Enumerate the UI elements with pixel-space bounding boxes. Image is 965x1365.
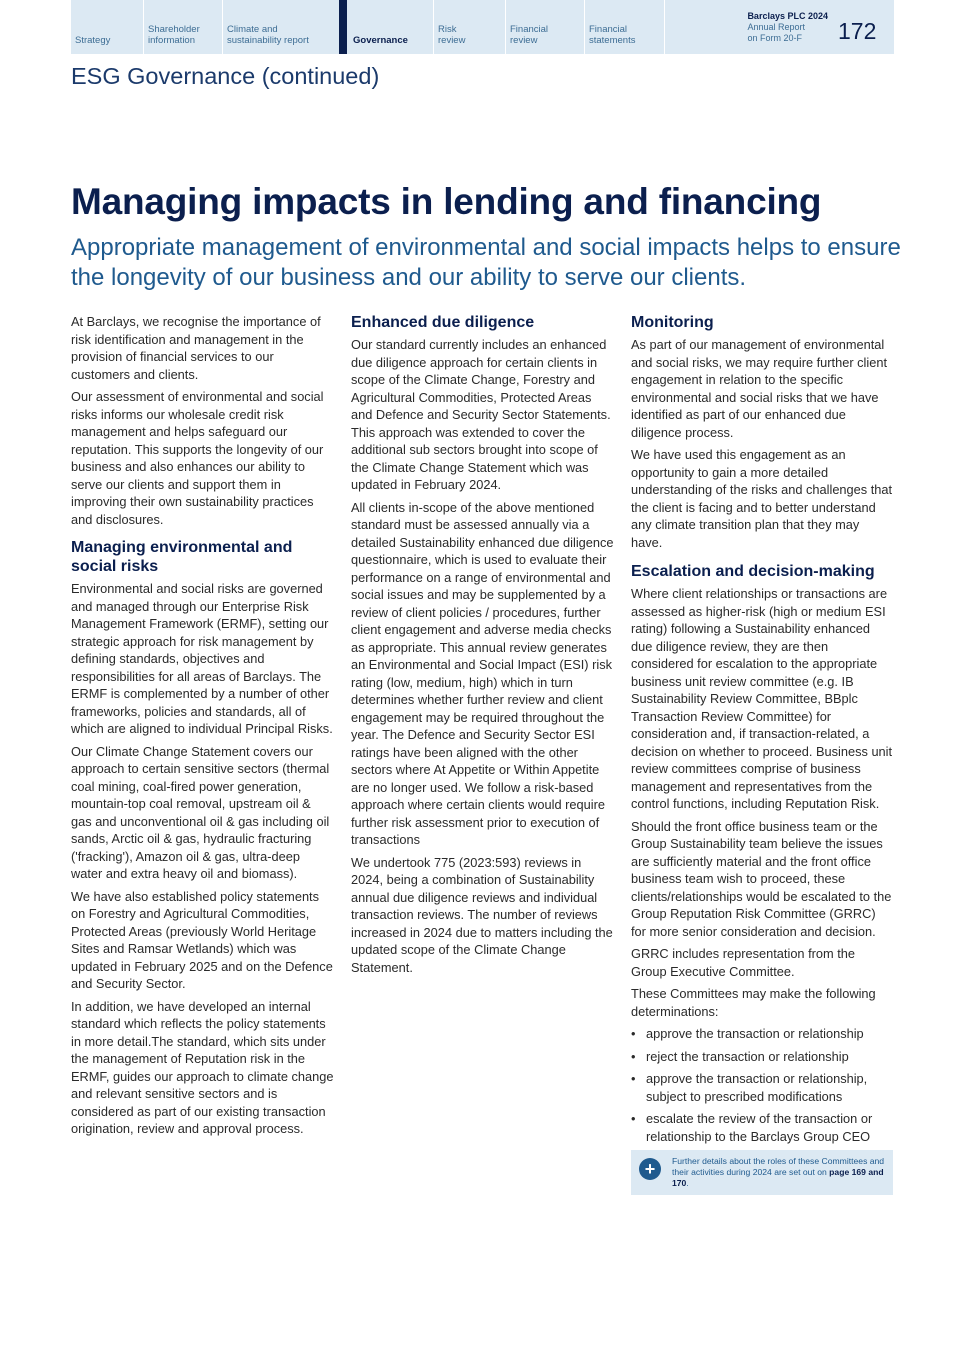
paragraph: All clients in-scope of the above mentioned standard must be assessed annually via a detailed Sustainability enhanced due diligence questionnaire, which is used to evaluate their performance on a range of environmental and social issues and may be supplemented by a review of client policies / procedures, further client engagement and adverse media checks as appropriate. This annual review generates an Environmental and Social Impact (ESI) risk rating (low, medium, high) which in turn determines whether further review and client engagement may be required throughout the year. The Defence and Security Sector ESI ratings have been aligned with the other sectors where At Appetite or Within Appetite are no longer used. We follow a risk-based approach where certain clients would require further risk assessment prior to execution of transactions [351, 499, 614, 847]
paragraph: GRRC includes representation from the Group Executive Committee. [631, 946, 856, 979]
paragraph: Our Climate Change Statement covers our approach to certain sensitive sectors (thermal coal mining, coal-fired power generation, mountain-top coal removal, upstream oil & gas and unconventional oil & gas including oil sands, Arctic oil & gas, hydraulic fracturing ('fracking'), Amazon oil & gas, ultra-deep water and extra heavy oil and biomass). [71, 743, 330, 881]
report-header [747, 0, 894, 54]
column-middle [351, 313, 614, 981]
nav-tab-climate-sustainability[interactable]: Climate and sustainability report [223, 0, 341, 54]
top-navigation [71, 0, 894, 54]
determinations-list [631, 1025, 894, 1145]
page-reference-link[interactable]: page 169 and 170 [672, 1167, 884, 1188]
heading-monitoring: Monitoring [631, 314, 714, 331]
nav-tab-risk-review[interactable]: Risk review [434, 0, 506, 54]
list-item: • escalate the review of the transaction or relationship to the Barclays Group CEO [631, 1110, 894, 1145]
column-right [631, 313, 894, 1195]
page-number: 172 [838, 18, 877, 44]
paragraph: These Committees may make the following determinations: [631, 986, 876, 1019]
paragraph: Environmental and social risks are governed and managed through our Enterprise Risk Management Framework (ERMF), setting our strategic approach for risk management by defining standards, objectives and responsibilities for all areas of Barclays. The ERMF is complemented by a number of other frameworks, policies and standards, all of which are aligned to individual Principal Risks. [71, 581, 333, 736]
heading-enhanced-due-diligence: Enhanced due diligence [351, 314, 535, 331]
plus-icon: + [639, 1158, 661, 1180]
paragraph: We have also established policy statements on Forestry and Agricultural Commodities, Protected Areas (previously World Heritage Sites and Ramsar Wetlands) which was updated in February 2025 and on the Defence and Security Sector. [71, 888, 333, 991]
page-title: Managing impacts in lending and financing [71, 181, 822, 222]
paragraph: We have used this engagement as an opportunity to gain a more detailed understanding of the risks and challenges that the client is facing and to better understand any climate transition plan that they may have. [631, 447, 893, 550]
report-brand: Barclays PLC 2024 Annual Report on Form 20-F [747, 11, 828, 43]
nav-tab-strategy[interactable]: Strategy [71, 0, 144, 54]
paragraph: Our standard currently includes an enhanced due diligence approach for certain clients in scope of the Climate Change, Forestry and Agricultural Commodities, Protected Areas and Defence and Security Sector Statements. This approach was extended to cover the additional sub sectors brought into scope of the Climate Change Statement which was updated in February 2024. [351, 337, 611, 492]
nav-tab-governance[interactable]: Governance [341, 0, 434, 54]
paragraph: Our assessment of environmental and social risks informs our wholesale credit risk management and helps safeguard our reputation. This supports the longevity of our business and also enhances our ability to serve our clients and support them in improving their own sustainability practices and disclosures. [71, 389, 324, 527]
paragraph: Should the front office business team or the Group Sustainability team believe the issues are sufficiently material and the front office business team wish to proceed, these clients/relationships would be escalated to the Group Reputation Risk Committee (GRRC) for more senior consideration and decision. [631, 818, 892, 939]
page-subtitle: Appropriate management of environmental and social impacts helps to ensure the longevity of our business and our ability to serve our clients. [71, 234, 901, 291]
callout-text: Further details about the roles of these Committees and their activities during 2024 are set out on page 169 and 170. [672, 1156, 885, 1188]
list-item: • approve the transaction or relationship, subject to prescribed modifications [631, 1070, 894, 1105]
paragraph: Where client relationships or transactions are assessed as higher-risk (high or medium ESI rating) following a Sustainability enhanced due diligence review, they are then considered for escalation to the appropriate business unit review committee (e.g. IB Sustainability Review Committee, BBplc Transaction Review Committee) for consideration and, if transaction-related, a decision on whether to proceed. Business unit review committees comprise of business management and representatives from the control functions, including Reputation Risk. [631, 586, 893, 811]
nav-tab-financial-review[interactable]: Financial review [506, 0, 585, 54]
paragraph: As part of our management of environmental and social risks, we may require further client engagement in relation to the specific environmental and social risks that we have identified as part of our enhanced due diligence process. [631, 337, 888, 440]
heading-escalation: Escalation and decision-making [631, 563, 875, 580]
further-details-callout [631, 1150, 893, 1195]
paragraph: We undertook 775 (2023:593) reviews in 2024, being a combination of Sustainability annual due diligence reviews and individual transaction reviews. The number of reviews increased in 2024 due to matters including the updated scope of the Climate Change Statement. [351, 854, 613, 975]
list-item: • reject the transaction or relationship [631, 1048, 894, 1066]
section-title: ESG Governance (continued) [71, 63, 380, 89]
column-left [71, 313, 334, 1143]
list-item: • approve the transaction or relationship [631, 1025, 894, 1043]
paragraph: In addition, we have developed an internal standard which reflects the policy statements in more detail.The standard, which sits under the management of Reputation risk in the ERMF, guides our approach to climate change and relevant sensitive sectors and is considered as part of our existing transaction origination, review and approval process. [71, 998, 334, 1136]
paragraph: At Barclays, we recognise the importance of risk identification and management in the provision of financial services to our customers and clients. [71, 314, 321, 382]
nav-tab-shareholder-information[interactable]: Shareholder information [144, 0, 223, 54]
nav-tab-financial-statements[interactable]: Financial statements [585, 0, 665, 54]
heading-managing-risks: Managing environmental and social risks [71, 539, 293, 575]
